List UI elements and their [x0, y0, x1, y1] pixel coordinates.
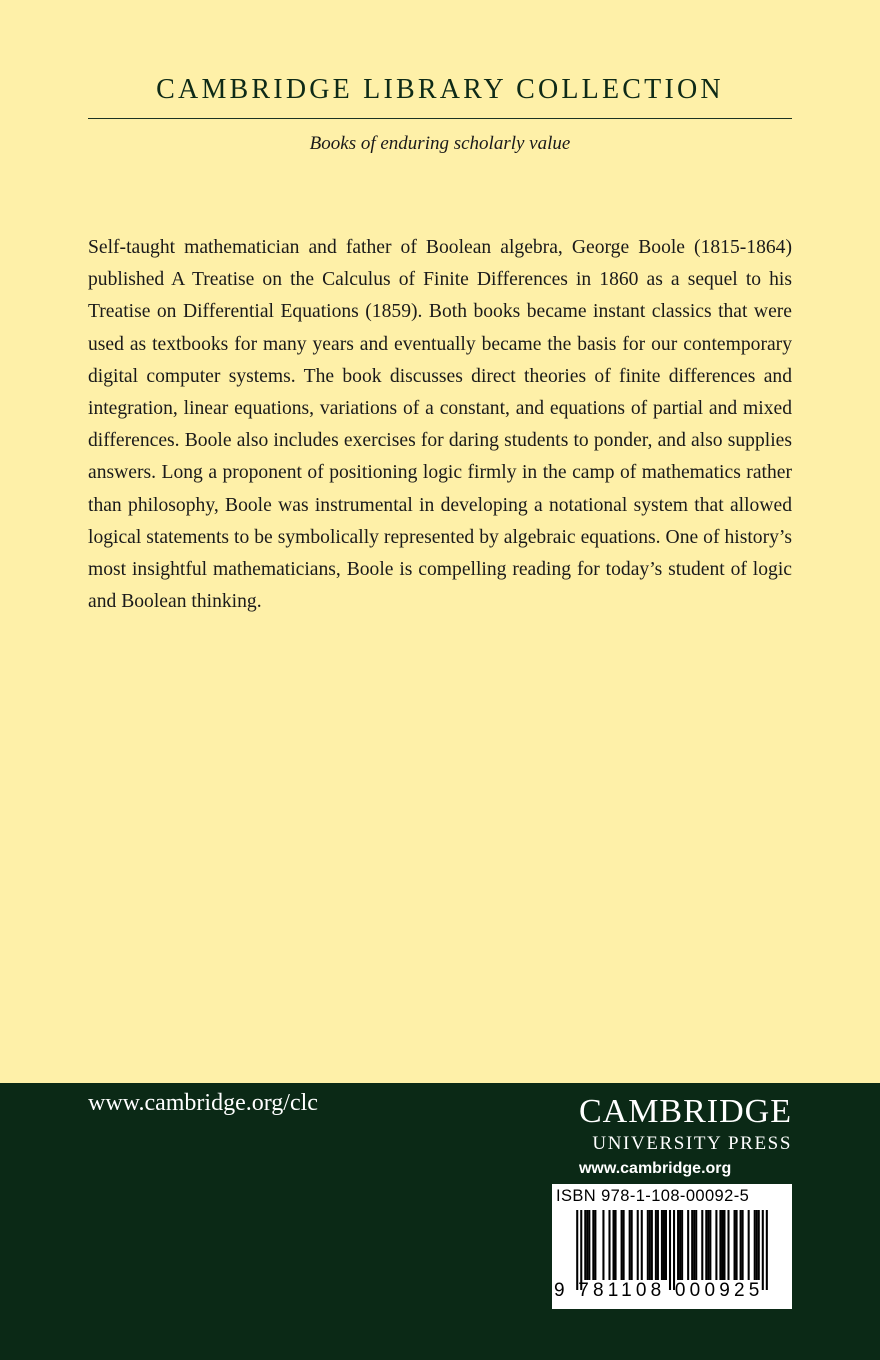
barcode-bar — [677, 1210, 679, 1280]
barcode-bar — [608, 1210, 610, 1280]
barcode-bar — [715, 1210, 717, 1280]
barcode-bar — [691, 1210, 693, 1280]
barcode-bar — [580, 1210, 582, 1290]
barcode-bar — [649, 1210, 651, 1280]
title-divider — [88, 118, 792, 119]
barcode-bar — [663, 1210, 665, 1280]
barcode-bar — [687, 1210, 689, 1280]
barcode-bar — [576, 1210, 578, 1290]
barcode-bar — [665, 1210, 667, 1280]
barcode-bar — [673, 1210, 675, 1290]
barcode-box — [552, 1184, 792, 1309]
barcode-bar — [647, 1210, 649, 1280]
barcode-bar — [584, 1210, 586, 1280]
barcode-bar — [709, 1210, 711, 1280]
barcode-bar — [758, 1210, 760, 1280]
publisher-url: www.cambridge.org — [578, 1160, 732, 1177]
barcode-bar — [679, 1210, 681, 1280]
barcode-bar — [586, 1210, 588, 1280]
barcode-icon — [554, 1210, 790, 1290]
barcode-bar — [588, 1210, 590, 1280]
barcode-bar — [766, 1210, 768, 1290]
barcode-bar — [693, 1210, 695, 1280]
barcode-bar — [681, 1210, 683, 1280]
barcode-bar — [651, 1210, 653, 1280]
isbn-label: ISBN 978-1-108-00092-5 — [556, 1187, 750, 1205]
barcode-bar — [742, 1210, 744, 1280]
ean-digits: 9 781108 000925 — [554, 1280, 764, 1301]
barcode-bar — [723, 1210, 725, 1280]
barcode-bar — [623, 1210, 625, 1280]
barcode-bar — [727, 1210, 729, 1280]
barcode-bar — [669, 1210, 671, 1290]
barcode-bar — [705, 1210, 707, 1280]
barcode-bar — [592, 1210, 594, 1280]
publisher-name: CAMBRIDGE — [578, 1093, 792, 1130]
barcode-bar — [740, 1210, 742, 1280]
barcode-bar — [602, 1210, 604, 1280]
barcode-bar — [756, 1210, 758, 1280]
barcode-bar — [748, 1210, 750, 1280]
barcode-bar — [615, 1210, 617, 1280]
publisher-subtitle: UNIVERSITY PRESS — [592, 1133, 792, 1154]
barcode-bar — [655, 1210, 657, 1280]
barcode-bar — [707, 1210, 709, 1280]
barcode-bar — [621, 1210, 623, 1280]
barcode-bar — [594, 1210, 596, 1280]
series-url: www.cambridge.org/clc — [88, 1090, 318, 1116]
barcode-bar — [629, 1210, 631, 1280]
barcode-bar — [695, 1210, 697, 1280]
barcode-bar — [762, 1210, 764, 1290]
barcode-bar — [719, 1210, 721, 1280]
barcode-bar — [701, 1210, 703, 1280]
publisher-logo — [579, 1094, 792, 1178]
book-description: Self-taught mathematician and father of Boolean algebra, George Boole (1815-1864) published A Treatise on the Calculus of Finite Differences in 1860 as a sequel to his Treatise on Differential Equations (1859). Both books became instant classics that were used as textbooks for many years and eventually became the basis for our contemporary digital computer systems. The book discusses direct theories of finite differences and integration, linear equations, variations of a constant, and equations of partial and mixed differences. Boole also includes exercises for daring students to ponder, and also supplies answers. Long a proponent of positioning logic firmly in the camp of mathematics rather than philosophy, Boole was instrumental in developing a notational system that allowed logical statements to be symbolically represented by algebraic equations. One of history’s most insightful mathematicians, Boole is compelling reading for today’s student of logic and Boolean thinking. — [88, 237, 792, 613]
barcode-bar — [734, 1210, 736, 1280]
barcode-bar — [736, 1210, 738, 1280]
series-title: CAMBRIDGE LIBRARY COLLECTION — [156, 74, 724, 105]
barcode-bar — [754, 1210, 756, 1280]
barcode-bar — [657, 1210, 659, 1280]
series-tagline: Books of enduring scholarly value — [309, 133, 571, 154]
barcode-bar — [721, 1210, 723, 1280]
barcode-bar — [661, 1210, 663, 1280]
barcode-bar — [641, 1210, 643, 1280]
barcode-bar — [631, 1210, 633, 1280]
barcode-bar — [637, 1210, 639, 1280]
barcode-bar — [612, 1210, 614, 1280]
